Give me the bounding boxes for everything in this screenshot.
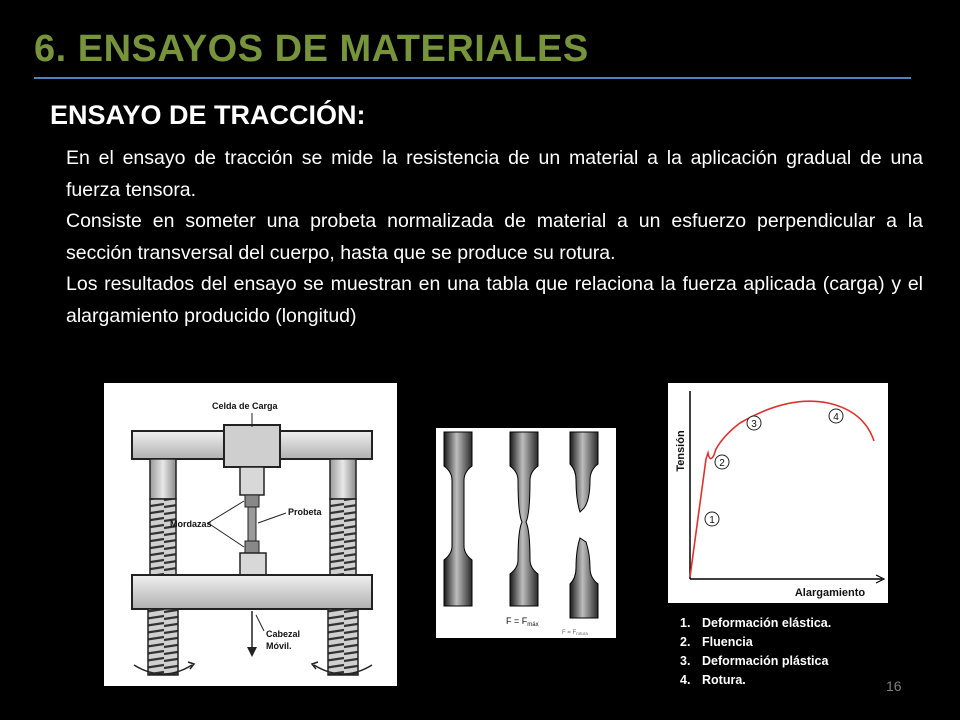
body-text bbox=[66, 143, 923, 332]
svg-text:2: 2 bbox=[719, 458, 725, 469]
label-celda-de-carga: Celda de Carga bbox=[212, 401, 278, 411]
svg-text:4: 4 bbox=[833, 412, 839, 423]
section-subtitle: ENSAYO DE TRACCIÓN: bbox=[50, 100, 366, 130]
label-probeta: Probeta bbox=[288, 507, 322, 517]
legend-item: 3. Deformación plástica bbox=[680, 654, 829, 668]
marker-4 bbox=[829, 409, 843, 423]
title-underline bbox=[34, 77, 911, 79]
legend-item: 4. Rotura. bbox=[680, 673, 746, 687]
svg-text:1: 1 bbox=[709, 515, 715, 526]
paragraph-1: En el ensayo de tracción se mide la resistencia de un material a la aplicación gradual de una fuerza tensora. bbox=[66, 147, 923, 201]
label-mordazas: Mordazas bbox=[170, 519, 212, 529]
slide-title: 6. ENSAYOS DE MATERIALES bbox=[34, 28, 589, 70]
paragraph-2: Consiste en someter una probeta normalizada de material a un esfuerzo perpendicular a la sección transversal del cuerpo, hasta que se produce su rotura. bbox=[66, 210, 923, 264]
graph-legend bbox=[680, 614, 831, 690]
stress-strain-curve bbox=[690, 401, 874, 577]
formula-frotura: F = Frotura bbox=[562, 630, 588, 636]
legend-item: 2. Fluencia bbox=[680, 635, 753, 649]
stress-strain-graph bbox=[668, 383, 888, 603]
marker-1 bbox=[705, 512, 719, 526]
graph-xlabel: Alargamiento bbox=[794, 587, 866, 599]
marker-3 bbox=[747, 416, 761, 430]
marker-2 bbox=[715, 455, 729, 469]
svg-text:3: 3 bbox=[751, 419, 757, 430]
formula-fmax: $F = F_{máx}$ bbox=[506, 616, 539, 628]
legend-item: 1. Deformación elástica. bbox=[680, 616, 832, 630]
label-movil: Móvil. bbox=[266, 641, 292, 651]
paragraph-3: Los resultados del ensayo se muestran en una tabla que relaciona la fuerza aplicada (carga) y el alargamiento producido (longitud) bbox=[66, 273, 923, 327]
tensile-machine-figure bbox=[104, 383, 397, 686]
label-cabezal: Cabezal bbox=[266, 629, 301, 639]
specimen-deformation-figure bbox=[436, 428, 616, 638]
graph-ylabel: Tensión bbox=[675, 430, 687, 472]
page-number: 16 bbox=[886, 678, 902, 694]
